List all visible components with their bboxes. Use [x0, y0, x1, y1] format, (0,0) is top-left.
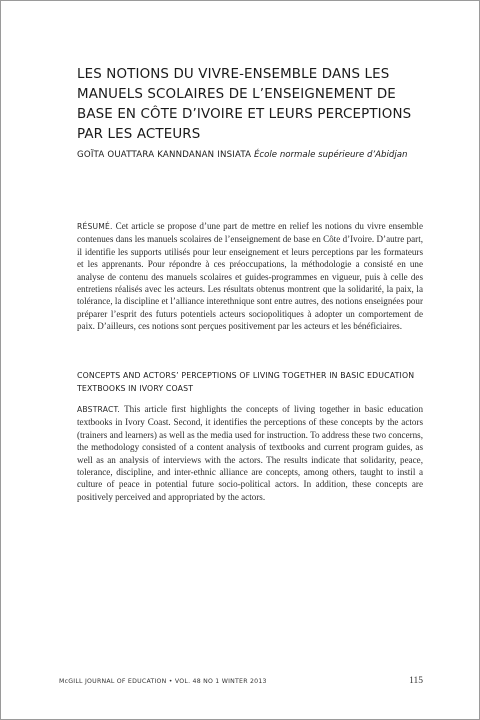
- abstract-english-label: ABSTRACT.: [77, 405, 121, 414]
- page-number: 115: [409, 676, 423, 686]
- journal-citation: McGILL JOURNAL OF EDUCATION • VOL. 48 NO 1 WINTER 2013: [59, 678, 267, 685]
- abstract-english-text: This article first highlights the concepts of living together in basic education textbooks in Ivory Coast. Second, it identifies the perceptions of these concepts by the actors (trainers and learners) as well as the media used for instruction. To address these two concerns, the methodology consisted of a content analysis of textbooks and current program guides, as well as an analysis of interviews with the actors. The results indicate that solidarity, peace, tolerance, discipline, and inter-ethnic alliance are concepts, among others, taught to instil a culture of peace in potential future socio-political actors. In addition, these concepts are positively perceived and appropriated by the actors.: [77, 404, 424, 502]
- abstract-french-text: Cet article se propose d’une part de mettre en relief les notions du vivre ensemble contenues dans les manuels scolaires de l’enseignement de base en Côte d’Ivoire. D’autre part, il identifie les supports utilisés pour leur enseignement et leurs perceptions par les formateurs et les apprenants. Pour répondre à ces préoccupations, la méthodologie a consisté en une analyse de contenu des manuels scolaires et guides-programmes en vigueur, puis à celle des entretiens réalisés avec les acteurs. Les résultats obtenus montrent que la solidarité, la paix, la tolérance, la discipline et l’alliance interethnique sont entre autres, des notions enseignées pour préparer l’esprit des futurs potentiels acteurs sociopolitiques à adopter un comportement de paix. D’ailleurs, ces notions sont perçues positivement par les acteurs et les bénéficiaires.: [77, 221, 423, 332]
- abstract-french: [77, 220, 423, 333]
- page-footer: [59, 676, 423, 686]
- author-block: [77, 149, 422, 161]
- abstract-english: [77, 403, 423, 503]
- author-affiliation: École normale supérieure d’Abidjan: [254, 150, 408, 160]
- author-name: GOÏTA OUATTARA KANNDANAN INSIATA: [77, 150, 252, 160]
- english-title: CONCEPTS AND ACTORS’ PERCEPTIONS OF LIVING TOGETHER IN BASIC EDUCATION TEXTBOOKS IN IVORY COAST: [77, 371, 415, 393]
- article-title: LES NOTIONS DU VIVRE-ENSEMBLE DANS LES MANUELS SCOLAIRES DE L’ENSEIGNEMENT DE BASE EN CÔTE D’IVOIRE ET LEURS PERCEPTIONS PAR LES ACTEURS: [77, 67, 412, 142]
- abstract-french-label: RÉSUMÉ.: [77, 222, 113, 231]
